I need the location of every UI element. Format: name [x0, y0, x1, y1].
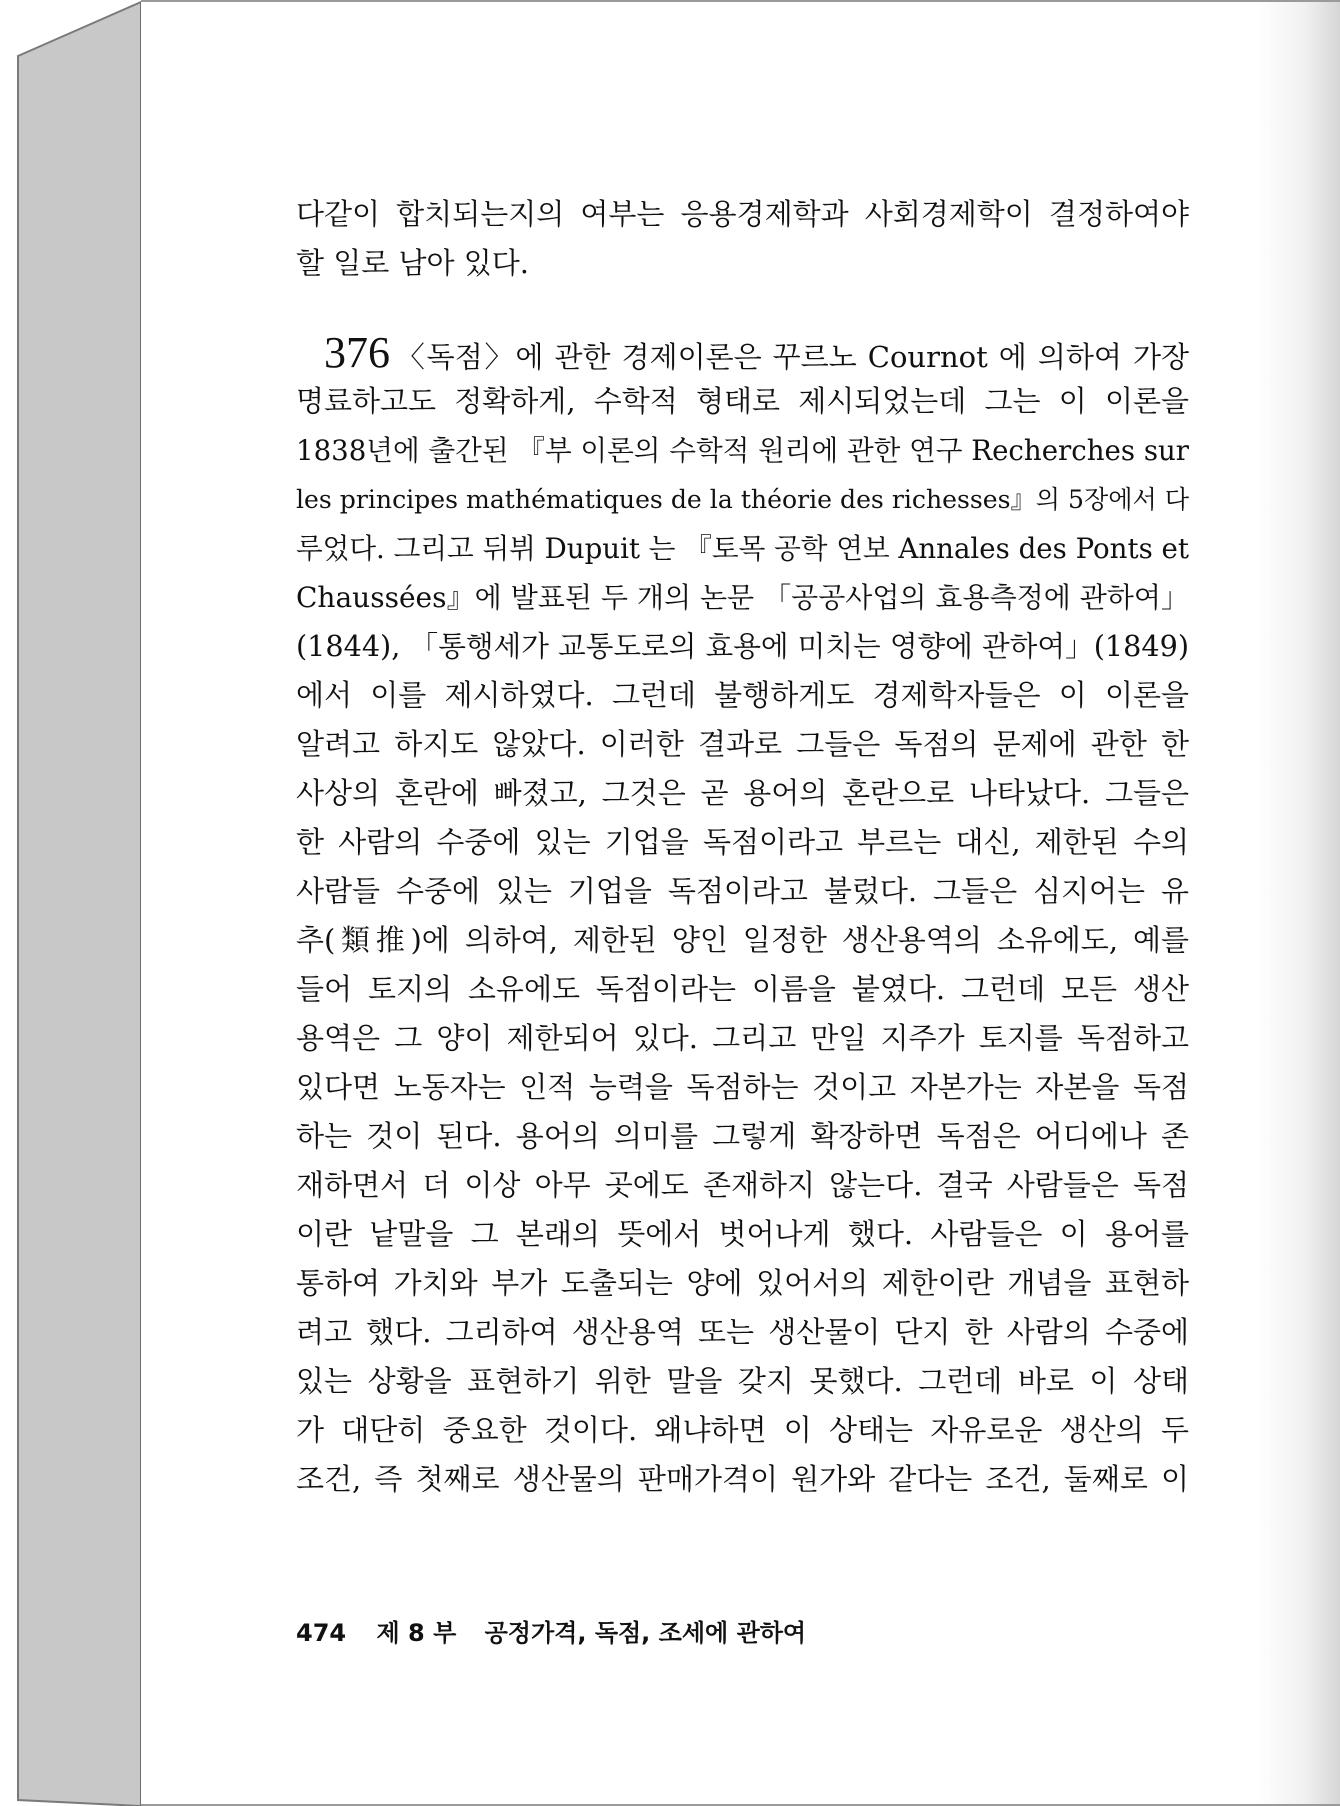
text-line: 에서 이를 제시하였다. 그런데 불행하게도 경제학자들은 이 이론을 — [296, 678, 1189, 712]
text-line: 다같이 합치되는지의 여부는 응용경제학과 사회경제학이 결정하여야 — [296, 197, 1189, 231]
text-line: 이란 낱말을 그 본래의 뜻에서 벗어나게 했다. 사람들은 이 용어를 — [296, 1217, 1189, 1251]
text-line: Chaussées』에 발표된 두 개의 논문 「공공사업의 효용측정에 관하여」 — [296, 581, 1189, 614]
page-number: 474 — [296, 1619, 347, 1647]
text-line: 들어 토지의 소유에도 독점이라는 이름을 붙였다. 그런데 모든 생산 — [296, 972, 1189, 1006]
page-body — [296, 190, 1189, 1504]
part-label: 제 8 부 — [376, 1619, 457, 1647]
text-line: les principes mathématiques de la théorie des richesses』의 5장에서 다 — [296, 485, 1189, 514]
running-title: 공정가격, 독점, 조세에 관하여 — [484, 1619, 807, 1647]
text-line: 명료하고도 정확하게, 수학적 형태로 제시되었는데 그는 이 이론을 — [296, 384, 1189, 418]
text-line: 하는 것이 된다. 용어의 의미를 그렇게 확장하면 독점은 어디에나 존 — [296, 1119, 1189, 1153]
text-line: 할 일로 남아 있다. — [296, 246, 529, 280]
text-line: 조건, 즉 첫째로 생산물의 판매가격이 원가와 같다는 조건, 둘째로 이 — [296, 1462, 1189, 1496]
text-line: 있다면 노동자는 인적 능력을 독점하는 것이고 자본가는 자본을 독점 — [296, 1070, 1189, 1104]
text-line: 〈독점〉에 관한 경제이론은 꾸르노 Cournot 에 의하여 가장 — [394, 340, 1189, 374]
text-line: 려고 했다. 그리하여 생산용역 또는 생산물이 단지 한 사람의 수중에 — [296, 1315, 1189, 1349]
page-footer — [296, 1613, 806, 1648]
paragraph-number: 376 — [324, 328, 390, 377]
text-line: 추(類推)에 의하여, 제한된 양인 일정한 생산용역의 소유에도, 예를 — [296, 923, 1189, 957]
paragraph-gap — [296, 288, 1189, 328]
text-line: 통하여 가치와 부가 도출되는 양에 있어서의 제한이란 개념을 표현하 — [296, 1266, 1189, 1300]
text-line: 사상의 혼란에 빠졌고, 그것은 곧 용어의 혼란으로 나타났다. 그들은 — [296, 776, 1189, 810]
text-line: 용역은 그 양이 제한되어 있다. 그리고 만일 지주가 토지를 독점하고 — [296, 1021, 1189, 1055]
text-line: 가 대단히 중요한 것이다. 왜냐하면 이 상태는 자유로운 생산의 두 — [296, 1413, 1189, 1447]
text-line: 루었다. 그리고 뒤뷔 Dupuit 는 『토목 공학 연보 Annales des Ponts et — [296, 532, 1189, 565]
text-line: 재하면서 더 이상 아무 곳에도 존재하지 않는다. 결국 사람들은 독점 — [296, 1168, 1189, 1202]
text-line: 사람들 수중에 있는 기업을 독점이라고 불렀다. 그들은 심지어는 유 — [296, 874, 1189, 908]
text-line: 1838년에 출간된 『부 이론의 수학적 원리에 관한 연구 Recherches sur — [296, 434, 1189, 467]
paragraph-first-line — [296, 328, 1189, 377]
text-line: 한 사람의 수중에 있는 기업을 독점이라고 부르는 대신, 제한된 수의 — [296, 825, 1189, 859]
text-line: 알려고 하지도 않았다. 이러한 결과로 그들은 독점의 문제에 관한 한 — [296, 727, 1189, 761]
text-line: (1844), 「통행세가 교통도로의 효용에 미치는 영향에 관하여」(1849) — [296, 629, 1189, 663]
text-line: 있는 상황을 표현하기 위한 말을 갖지 못했다. 그런데 바로 이 상태 — [296, 1364, 1189, 1398]
